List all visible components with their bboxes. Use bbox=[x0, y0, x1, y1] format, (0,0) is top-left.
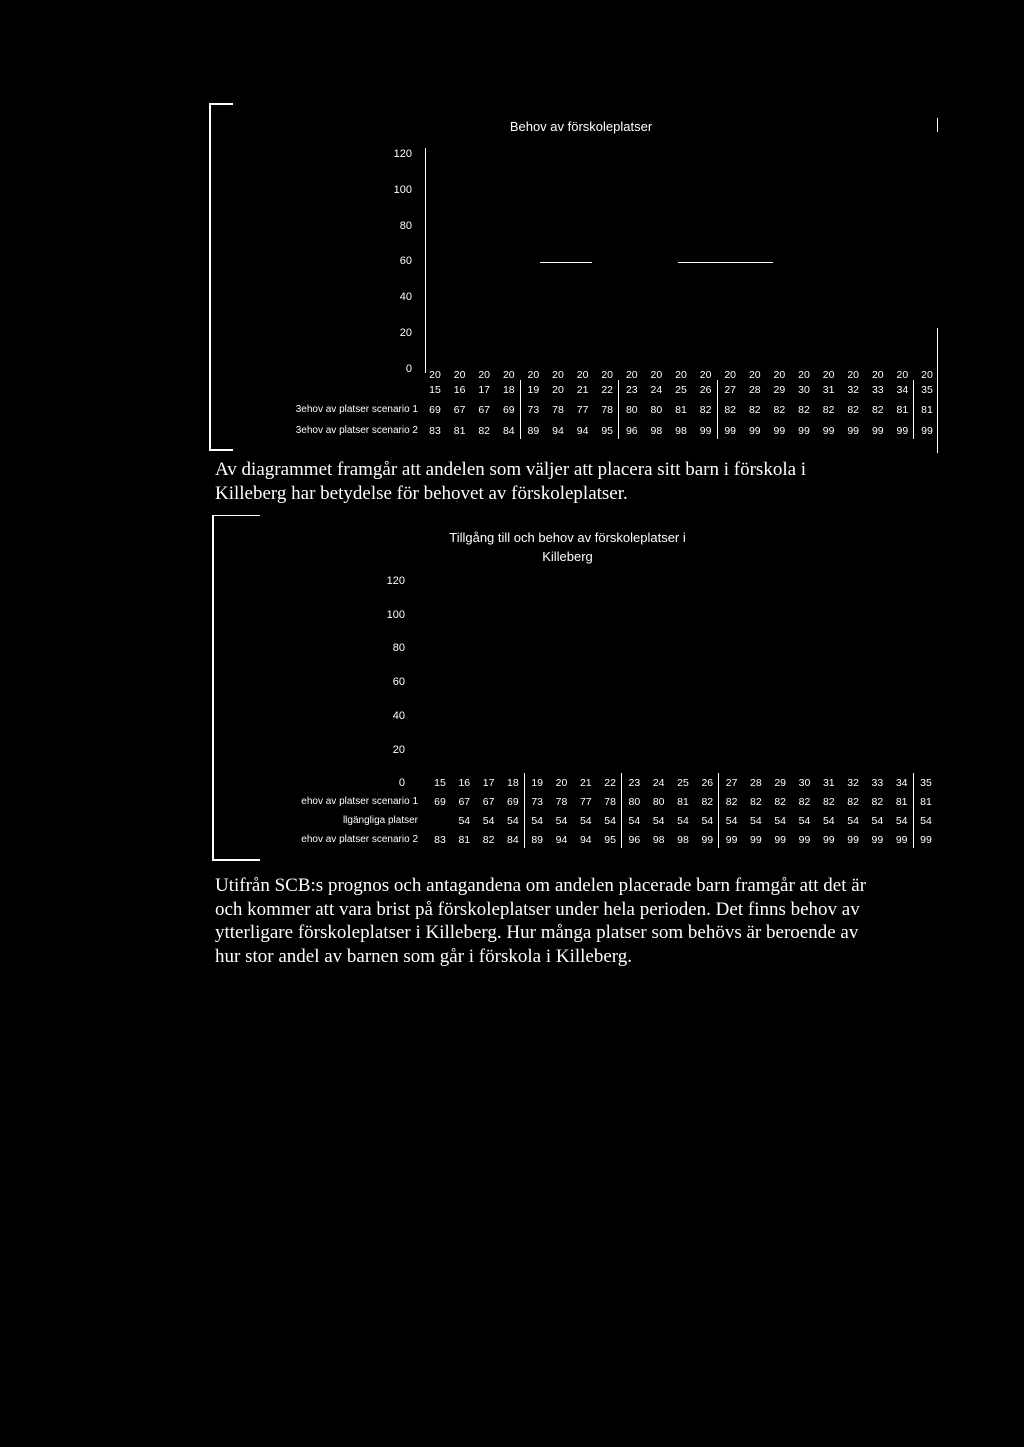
data-cell: 73 bbox=[527, 404, 540, 416]
year-prefix: 20 bbox=[748, 369, 761, 381]
frame-bottom bbox=[209, 449, 233, 451]
data-cell: 54 bbox=[895, 815, 908, 827]
y-tick-label: 100 bbox=[393, 183, 412, 196]
data-cell: 89 bbox=[527, 425, 540, 437]
data-cell: 54 bbox=[652, 815, 665, 827]
data-cell: 81 bbox=[895, 796, 908, 808]
data-cell: 54 bbox=[798, 815, 811, 827]
y-tick-label: 20 bbox=[392, 743, 405, 756]
year-label: 34 bbox=[896, 384, 909, 396]
data-cell: 82 bbox=[724, 404, 737, 416]
data-cell: 54 bbox=[677, 815, 689, 827]
data-cell: 99 bbox=[798, 425, 810, 437]
data-cell: 54 bbox=[847, 815, 859, 827]
year-label: 16 bbox=[458, 777, 471, 789]
frame-left bbox=[212, 515, 214, 861]
year-prefix: 20 bbox=[601, 369, 614, 381]
year-label: 17 bbox=[482, 777, 495, 789]
table-divider bbox=[913, 773, 914, 848]
data-cell: 94 bbox=[576, 425, 589, 437]
table-divider bbox=[717, 380, 718, 439]
data-cell: 82 bbox=[847, 404, 860, 416]
data-cell: 98 bbox=[650, 425, 663, 437]
year-prefix: 20 bbox=[773, 369, 786, 381]
table-divider bbox=[913, 380, 914, 439]
data-cell: 54 bbox=[871, 815, 884, 827]
data-cell: 89 bbox=[531, 834, 544, 846]
y-tick-label: 60 bbox=[392, 676, 405, 689]
data-cell: 81 bbox=[677, 796, 689, 808]
series-label: 3ehov av platser scenario 2 bbox=[295, 425, 418, 436]
data-cell: 82 bbox=[871, 796, 884, 808]
data-cell: 54 bbox=[531, 815, 544, 827]
year-label: 30 bbox=[798, 384, 810, 396]
data-cell: 54 bbox=[579, 815, 592, 827]
year-label: 19 bbox=[527, 384, 540, 396]
data-cell: 81 bbox=[920, 796, 932, 808]
year-label: 20 bbox=[552, 384, 564, 396]
year-label: 18 bbox=[502, 384, 515, 396]
data-cell: 82 bbox=[478, 425, 491, 437]
year-label: 15 bbox=[434, 777, 446, 789]
data-cell: 82 bbox=[482, 834, 495, 846]
data-cell: 81 bbox=[921, 404, 933, 416]
data-cell: 82 bbox=[748, 404, 761, 416]
data-cell: 95 bbox=[604, 834, 616, 846]
data-cell: 54 bbox=[725, 815, 738, 827]
data-cell: 81 bbox=[458, 834, 471, 846]
year-label: 19 bbox=[531, 777, 544, 789]
data-cell: 99 bbox=[798, 834, 811, 846]
year-prefix: 20 bbox=[822, 369, 835, 381]
data-cell: 82 bbox=[725, 796, 738, 808]
year-prefix: 20 bbox=[847, 369, 860, 381]
year-prefix: 20 bbox=[921, 369, 933, 381]
data-cell: 78 bbox=[555, 796, 568, 808]
year-label: 26 bbox=[699, 384, 712, 396]
data-cell: 99 bbox=[774, 834, 787, 846]
paragraph-1: Av diagrammet framgår att andelen som väljer att placera sitt barn i förskola i Killeberg har betydelse för behovet av förskoleplatser. bbox=[215, 459, 807, 504]
data-cell: 82 bbox=[871, 404, 884, 416]
data-cell: 98 bbox=[677, 834, 689, 846]
data-cell: 54 bbox=[774, 815, 787, 827]
table-divider bbox=[618, 380, 619, 439]
year-prefix: 20 bbox=[871, 369, 884, 381]
data-cell: 98 bbox=[652, 834, 665, 846]
year-label: 18 bbox=[507, 777, 519, 789]
data-cell: 54 bbox=[628, 815, 641, 827]
frame-left bbox=[209, 103, 211, 451]
data-cell: 94 bbox=[552, 425, 564, 437]
data-cell: 77 bbox=[579, 796, 592, 808]
year-label: 22 bbox=[604, 777, 616, 789]
data-cell: 80 bbox=[628, 796, 641, 808]
frame-bottom bbox=[212, 859, 260, 861]
series-label: llgängliga platser bbox=[342, 815, 418, 826]
data-cell: 67 bbox=[482, 796, 495, 808]
year-label: 17 bbox=[478, 384, 491, 396]
data-cell: 84 bbox=[507, 834, 519, 846]
year-label: 25 bbox=[677, 777, 689, 789]
data-cell: 69 bbox=[507, 796, 519, 808]
year-prefix: 20 bbox=[625, 369, 638, 381]
data-cell: 99 bbox=[920, 834, 932, 846]
year-label: 33 bbox=[871, 384, 884, 396]
data-cell: 94 bbox=[555, 834, 568, 846]
data-cell: 82 bbox=[822, 404, 835, 416]
year-label: 23 bbox=[628, 777, 641, 789]
year-prefix: 20 bbox=[429, 369, 441, 381]
data-cell: 96 bbox=[625, 425, 638, 437]
year-prefix: 20 bbox=[453, 369, 466, 381]
y-axis bbox=[425, 148, 426, 373]
data-cell: 99 bbox=[748, 425, 761, 437]
y-tick-label: 60 bbox=[399, 255, 412, 268]
year-label: 27 bbox=[724, 384, 737, 396]
y-tick-label: 80 bbox=[392, 642, 405, 655]
year-label: 33 bbox=[871, 777, 884, 789]
year-prefix: 20 bbox=[724, 369, 737, 381]
data-cell: 99 bbox=[750, 834, 762, 846]
data-cell: 67 bbox=[458, 796, 471, 808]
data-cell: 54 bbox=[458, 815, 471, 827]
y-tick-label: 0 bbox=[398, 777, 405, 790]
table-divider bbox=[621, 773, 622, 848]
year-label: 34 bbox=[895, 777, 908, 789]
series-label: 3ehov av platser scenario 1 bbox=[295, 404, 418, 415]
year-label: 22 bbox=[601, 384, 614, 396]
year-label: 26 bbox=[701, 777, 714, 789]
year-label: 21 bbox=[579, 777, 592, 789]
year-prefix: 20 bbox=[675, 369, 687, 381]
data-cell: 81 bbox=[896, 404, 909, 416]
series-line-segment bbox=[678, 262, 773, 263]
data-cell: 78 bbox=[552, 404, 564, 416]
year-label: 31 bbox=[822, 384, 835, 396]
data-cell: 69 bbox=[429, 404, 441, 416]
data-cell: 99 bbox=[701, 834, 714, 846]
year-label: 35 bbox=[920, 777, 932, 789]
y-tick-label: 80 bbox=[399, 219, 412, 232]
data-cell: 54 bbox=[701, 815, 714, 827]
year-label: 31 bbox=[822, 777, 835, 789]
data-cell: 94 bbox=[579, 834, 592, 846]
data-cell: 73 bbox=[531, 796, 544, 808]
data-cell: 82 bbox=[822, 796, 835, 808]
year-label: 23 bbox=[625, 384, 638, 396]
data-cell: 99 bbox=[871, 425, 884, 437]
year-label: 24 bbox=[652, 777, 665, 789]
table-divider bbox=[524, 773, 525, 848]
table-divider bbox=[520, 380, 521, 439]
data-cell: 54 bbox=[920, 815, 932, 827]
data-cell: 84 bbox=[502, 425, 515, 437]
data-cell: 67 bbox=[478, 404, 491, 416]
data-cell: 83 bbox=[434, 834, 446, 846]
data-cell: 82 bbox=[798, 796, 811, 808]
data-cell: 54 bbox=[555, 815, 568, 827]
year-label: 29 bbox=[774, 777, 787, 789]
data-cell: 99 bbox=[699, 425, 712, 437]
data-cell: 99 bbox=[896, 425, 909, 437]
data-cell: 99 bbox=[822, 425, 835, 437]
year-label: 16 bbox=[453, 384, 466, 396]
data-cell: 82 bbox=[773, 404, 786, 416]
data-cell: 99 bbox=[724, 425, 737, 437]
data-cell: 54 bbox=[507, 815, 519, 827]
data-cell: 83 bbox=[429, 425, 441, 437]
data-cell: 99 bbox=[725, 834, 738, 846]
data-cell: 99 bbox=[847, 425, 860, 437]
series-label: ehov av platser scenario 1 bbox=[301, 796, 418, 807]
year-label: 28 bbox=[748, 384, 761, 396]
data-cell: 77 bbox=[576, 404, 589, 416]
data-cell: 80 bbox=[625, 404, 638, 416]
year-label: 24 bbox=[650, 384, 663, 396]
data-cell: 54 bbox=[822, 815, 835, 827]
data-cell: 82 bbox=[701, 796, 714, 808]
year-label: 29 bbox=[773, 384, 786, 396]
data-cell: 99 bbox=[773, 425, 786, 437]
table-divider bbox=[718, 773, 719, 848]
paragraph-2: Utifrån SCB:s prognos och antagandena om andelen placerade barn framgår att det är och kommer att vara brist på förskoleplatser under hela perioden. Det finns behov av ytterligare förskoleplatser i Killeberg. Hur många platser som behövs är beroende av hur stor andel av barnen som går i förskola i Killeberg. bbox=[215, 875, 867, 967]
y-tick-label: 120 bbox=[393, 148, 412, 160]
data-cell: 78 bbox=[604, 796, 616, 808]
data-cell: 80 bbox=[650, 404, 663, 416]
data-cell: 54 bbox=[604, 815, 616, 827]
data-cell: 82 bbox=[847, 796, 859, 808]
year-label: 30 bbox=[798, 777, 811, 789]
year-label: 25 bbox=[675, 384, 687, 396]
y-tick-label: 0 bbox=[405, 362, 412, 375]
year-prefix: 20 bbox=[896, 369, 909, 381]
year-label: 27 bbox=[725, 777, 738, 789]
y-tick-label: 20 bbox=[399, 327, 412, 339]
year-prefix: 20 bbox=[798, 369, 810, 381]
data-cell: 67 bbox=[453, 404, 466, 416]
data-cell: 82 bbox=[750, 796, 762, 808]
data-cell: 80 bbox=[652, 796, 665, 808]
data-cell: 99 bbox=[847, 834, 859, 846]
series-label: ehov av platser scenario 2 bbox=[301, 834, 418, 845]
data-cell: 82 bbox=[774, 796, 787, 808]
year-prefix: 20 bbox=[552, 369, 564, 381]
series-line-segment bbox=[540, 262, 592, 263]
year-prefix: 20 bbox=[478, 369, 491, 381]
chart-title: Behov av förskoleplatser bbox=[509, 119, 653, 134]
data-cell: 98 bbox=[675, 425, 687, 437]
y-tick-label: 100 bbox=[386, 608, 405, 621]
y-tick-label: 40 bbox=[392, 709, 405, 722]
year-label: 20 bbox=[555, 777, 568, 789]
year-prefix: 20 bbox=[502, 369, 515, 381]
data-cell: 99 bbox=[822, 834, 835, 846]
data-cell: 99 bbox=[895, 834, 908, 846]
year-label: 21 bbox=[576, 384, 589, 396]
data-cell: 95 bbox=[601, 425, 614, 437]
data-cell: 78 bbox=[601, 404, 614, 416]
data-cell: 99 bbox=[871, 834, 884, 846]
year-prefix: 20 bbox=[527, 369, 540, 381]
data-cell: 69 bbox=[434, 796, 446, 808]
data-cell: 82 bbox=[798, 404, 810, 416]
data-cell: 54 bbox=[750, 815, 762, 827]
data-cell: 81 bbox=[675, 404, 687, 416]
data-cell: 82 bbox=[699, 404, 712, 416]
frame-right bbox=[937, 118, 938, 132]
y-tick-label: 120 bbox=[386, 575, 405, 587]
frame-top bbox=[212, 515, 260, 516]
data-cell: 54 bbox=[482, 815, 495, 827]
year-label: 32 bbox=[847, 777, 859, 789]
data-cell: 81 bbox=[453, 425, 466, 437]
year-label: 15 bbox=[429, 384, 441, 396]
data-cell: 99 bbox=[921, 425, 933, 437]
frame-top bbox=[209, 103, 233, 105]
year-prefix: 20 bbox=[576, 369, 589, 381]
chart-title: Tillgång till och behov av förskoleplatser i Killeberg bbox=[449, 530, 686, 564]
year-prefix: 20 bbox=[650, 369, 663, 381]
data-cell: 96 bbox=[628, 834, 641, 846]
y-tick-label: 40 bbox=[399, 291, 412, 304]
year-prefix: 20 bbox=[699, 369, 712, 381]
year-label: 35 bbox=[921, 384, 933, 396]
data-cell: 69 bbox=[502, 404, 515, 416]
year-label: 28 bbox=[750, 777, 762, 789]
year-label: 32 bbox=[847, 384, 860, 396]
